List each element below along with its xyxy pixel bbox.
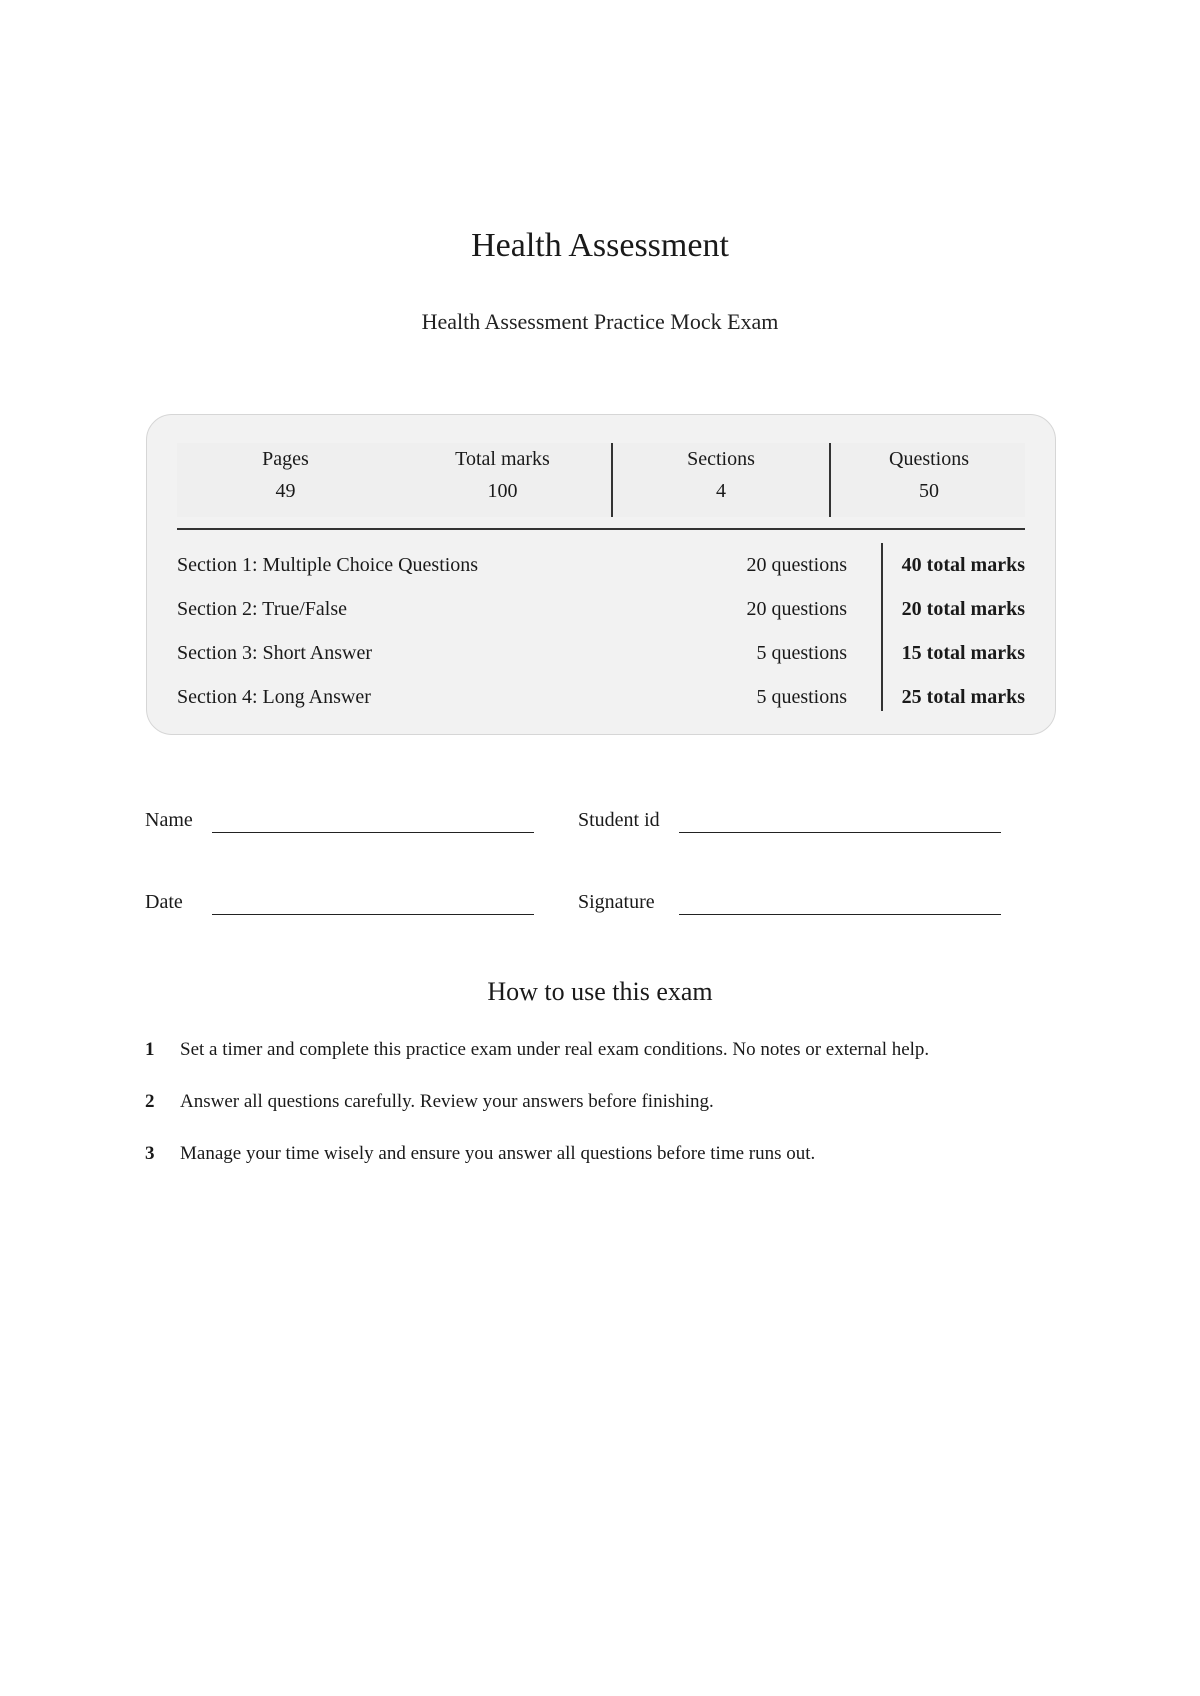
stat-questions bbox=[831, 443, 1027, 517]
stat-label: Questions bbox=[889, 448, 969, 470]
section-question-count: 5 questions bbox=[756, 642, 847, 664]
page-subtitle: Health Assessment Practice Mock Exam bbox=[421, 309, 779, 334]
page-title: Health Assessment bbox=[471, 227, 729, 264]
sections-list bbox=[177, 543, 1025, 719]
stats-divider-line bbox=[177, 528, 1025, 530]
stats-row bbox=[177, 443, 1025, 517]
stats-group-questions bbox=[831, 443, 1027, 517]
exam-summary-box bbox=[146, 414, 1056, 735]
stat-value: 4 bbox=[716, 480, 726, 502]
section-marks: 40 total marks bbox=[901, 554, 1025, 576]
stat-value: 50 bbox=[919, 480, 939, 502]
stats-group-pages-marks bbox=[177, 443, 613, 517]
section-question-count: 5 questions bbox=[756, 686, 847, 708]
instruction-number: 1 bbox=[145, 1039, 155, 1060]
section-name: Section 3: Short Answer bbox=[177, 642, 372, 664]
instruction-item bbox=[145, 1036, 1045, 1088]
student-id-label: Student id bbox=[578, 809, 660, 831]
instruction-item bbox=[145, 1088, 1045, 1140]
section-name: Section 1: Multiple Choice Questions bbox=[177, 554, 479, 576]
stats-group-sections bbox=[613, 443, 831, 517]
stat-pages bbox=[177, 443, 394, 517]
stat-value: 100 bbox=[487, 480, 518, 502]
name-write-line[interactable] bbox=[212, 832, 534, 833]
section-question-count: 20 questions bbox=[746, 598, 847, 620]
signature-write-line[interactable] bbox=[679, 914, 1001, 915]
section-row bbox=[177, 587, 1025, 631]
section-row bbox=[177, 543, 1025, 587]
signature-label: Signature bbox=[578, 891, 655, 913]
instruction-text: Set a timer and complete this practice exam under real exam conditions. No notes or external help. bbox=[180, 1039, 930, 1060]
stat-label: Pages bbox=[262, 448, 309, 470]
stat-label: Sections bbox=[687, 448, 755, 470]
name-label: Name bbox=[145, 809, 193, 831]
section-marks: 20 total marks bbox=[901, 598, 1025, 620]
stat-sections bbox=[613, 443, 829, 517]
stat-total-marks bbox=[394, 443, 611, 517]
instruction-text: Answer all questions carefully. Review your answers before finishing. bbox=[180, 1091, 714, 1112]
instruction-number: 3 bbox=[145, 1143, 155, 1164]
section-name: Section 4: Long Answer bbox=[177, 686, 371, 708]
instruction-number: 2 bbox=[145, 1091, 155, 1112]
section-row bbox=[177, 631, 1025, 675]
date-write-line[interactable] bbox=[212, 914, 534, 915]
instructions-list bbox=[145, 1036, 1045, 1192]
stat-value: 49 bbox=[275, 480, 296, 502]
section-marks: 15 total marks bbox=[901, 642, 1025, 664]
instruction-text: Manage your time wisely and ensure you answer all questions before time runs out. bbox=[180, 1143, 816, 1164]
section-question-count: 20 questions bbox=[746, 554, 847, 576]
howto-heading: How to use this exam bbox=[487, 977, 713, 1006]
section-name: Section 2: True/False bbox=[177, 598, 348, 620]
section-row bbox=[177, 675, 1025, 719]
student-id-write-line[interactable] bbox=[679, 832, 1001, 833]
section-marks: 25 total marks bbox=[901, 686, 1025, 708]
date-label: Date bbox=[145, 891, 183, 913]
instruction-item bbox=[145, 1140, 1045, 1192]
stat-label: Total marks bbox=[455, 448, 550, 470]
